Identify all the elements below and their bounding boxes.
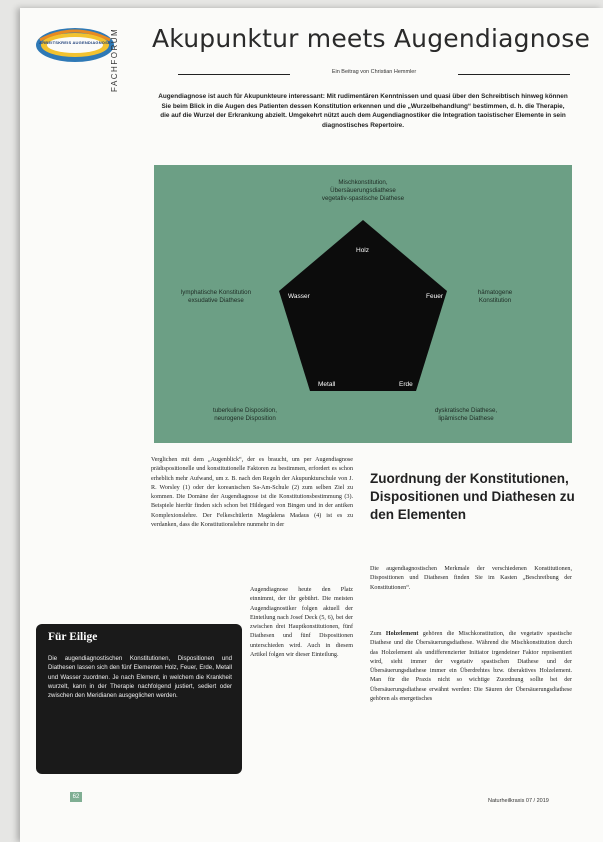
logo-badge xyxy=(34,26,116,64)
body-text-col1-continued: Augendiagnose heute den Platz einnimmt, der ihr gebührt. Die meisten Augendiagnostiker folgen aktuell der Einteilung nach Josef Deck (5, 6), bei der zwischen drei Hauptkonstitutionen, fünf Diathesen und fünf Dispositionen unterschieden wird. Auch in diesem Artikel folgen wir dieser Einteilung. xyxy=(250,587,353,659)
body-text-col2-p2 xyxy=(370,630,572,704)
element-wasser: Wasser xyxy=(288,293,310,300)
five-elements-diagram xyxy=(154,165,572,443)
label-top-line-2: Übersäuerungsdiathese xyxy=(330,187,396,194)
element-pentagon xyxy=(279,220,447,391)
label-bottom-right-line-2: lipämische Diathese xyxy=(438,415,494,422)
label-right xyxy=(460,289,530,305)
label-bottom-right xyxy=(416,407,516,423)
label-left-line-1: lymphatische Konstitution xyxy=(180,289,252,296)
label-bottom-left xyxy=(190,407,300,423)
label-top-line-3: vegetativ-spastische Diathese xyxy=(321,195,405,202)
element-feuer: Feuer xyxy=(426,293,443,300)
label-bottom-right-line-1: dyskratische Diathese, xyxy=(434,407,498,414)
label-top-line-1: Mischkonstitution, xyxy=(338,179,388,186)
summary-box-title: Für Eilige xyxy=(48,631,98,643)
section-heading: Zuordnung der Konstitutionen, Dispositionen und Diathesen zu den Elementen xyxy=(370,471,575,522)
summary-box-text: Die augendiagnostischen Konstitutionen, Dispositionen und Diathesen lassen sich den fünf Elementen Holz, Feuer, Erde, Metall und Wasser zuordnen. Je nach Element, in welchem die Krankheit wurzelt, kann in der Therapie nachfolgend justiert, sediert oder zwischen den Meridianen ausgeglichen werden. xyxy=(48,655,232,700)
element-holz: Holz xyxy=(356,247,370,254)
col2-p2-rest: gehören die Mischkonstitution, die vegetativ spastische Diathese und die Übersäuerungsdiathese. Während die Mischkonstitution durch das Holzelement als undifferenzierter Initiator irgendeiner Faktor repräsentiert wird, sieht immer der vegetativ spastischen Diathese und der Übersäuerungsdiathese immer ein Überdrehtes bzw. überaktives Holzelement. Man für die Praxis nicht so wichtige Zuordnung sollte bei der Übersäuerungsdiathese erwähnt werden: Die Säuren der Übersäuerungsdiathese gehören als energetisches xyxy=(370,631,572,703)
label-left-line-2: exsudative Diathese xyxy=(188,297,244,304)
label-bottom-left-line-1: tuberkuline Disposition, xyxy=(213,407,277,414)
element-erde: Erde xyxy=(399,381,413,388)
page-title: Akupunktur meets Augendiagnose xyxy=(152,24,591,53)
byline-row xyxy=(178,69,570,79)
label-right-line-2: Konstitution xyxy=(478,297,512,304)
footer-journal: Naturheilkraxis 07 / 2019 xyxy=(488,798,549,804)
col2-p2-intro: Zum xyxy=(370,631,386,637)
body-text-col1: Verglichen mit dem „Augenblick“, der es braucht, um per Augendiagnose prädispositionelle und konstitutionelle Faktoren zu bestimmen, erfordert es schon erheblich mehr Aufwand, um z. B. nach den Regeln der Akupunkturschule von J. R. Worsley (1) oder der koreanischen Sa-Am-Schule (2) zum selben Ziel zu kommen. Die Domäne der Augendiagnose ist die Konstitutionsbestimmung (3). Beispiele hierfür finden sich schon bei Hildegard von Bingen und in der antiken Komplexionslehre. Der Felkeschülerin Magdalena Madaus (4) ist es zu verdanken, dass die Konstitutionslehre nunmehr in der xyxy=(151,457,353,529)
byline: Ein Beitrag von Christian Hemmler xyxy=(331,69,417,75)
col2-p2-term: Holzelement xyxy=(385,631,419,637)
label-top xyxy=(303,179,423,203)
logo-text: ARBEITSKREIS AUGENDIAGNOSE xyxy=(39,40,111,45)
label-bottom-left-line-2: neurogene Disposition xyxy=(214,415,276,422)
page-number: 62 xyxy=(70,792,82,802)
section-label: FACHFORUM xyxy=(110,27,119,93)
body-text-col2-p1: Die augendiagnostischen Merkmale der verschiedenen Konstitutionen, Dispositionen und Diathesen finden Sie im Kasten „Beschreibung der Konstitutionen“. xyxy=(370,566,572,591)
element-metall: Metall xyxy=(318,381,336,388)
label-left xyxy=(158,289,274,305)
label-right-line-1: hämatogene xyxy=(477,289,513,296)
lead-paragraph: Augendiagnose ist auch für Akupunkteure interessant: Mit rudimentären Kenntnissen und quasi über den Schreibtisch hinweg können Sie beim Blick in die Augen des Patienten dessen Konstitution erkennen und die „Wurzelbehandlung“ bestimmen, d. h. die Therapie, die auf die Wurzel der Erkrankung abzielt. Umgekehrt nützt auch dem Augendiagnostiker die Integration taoistischer Elemente in sein diagnostisches Repertoire. xyxy=(158,93,568,129)
